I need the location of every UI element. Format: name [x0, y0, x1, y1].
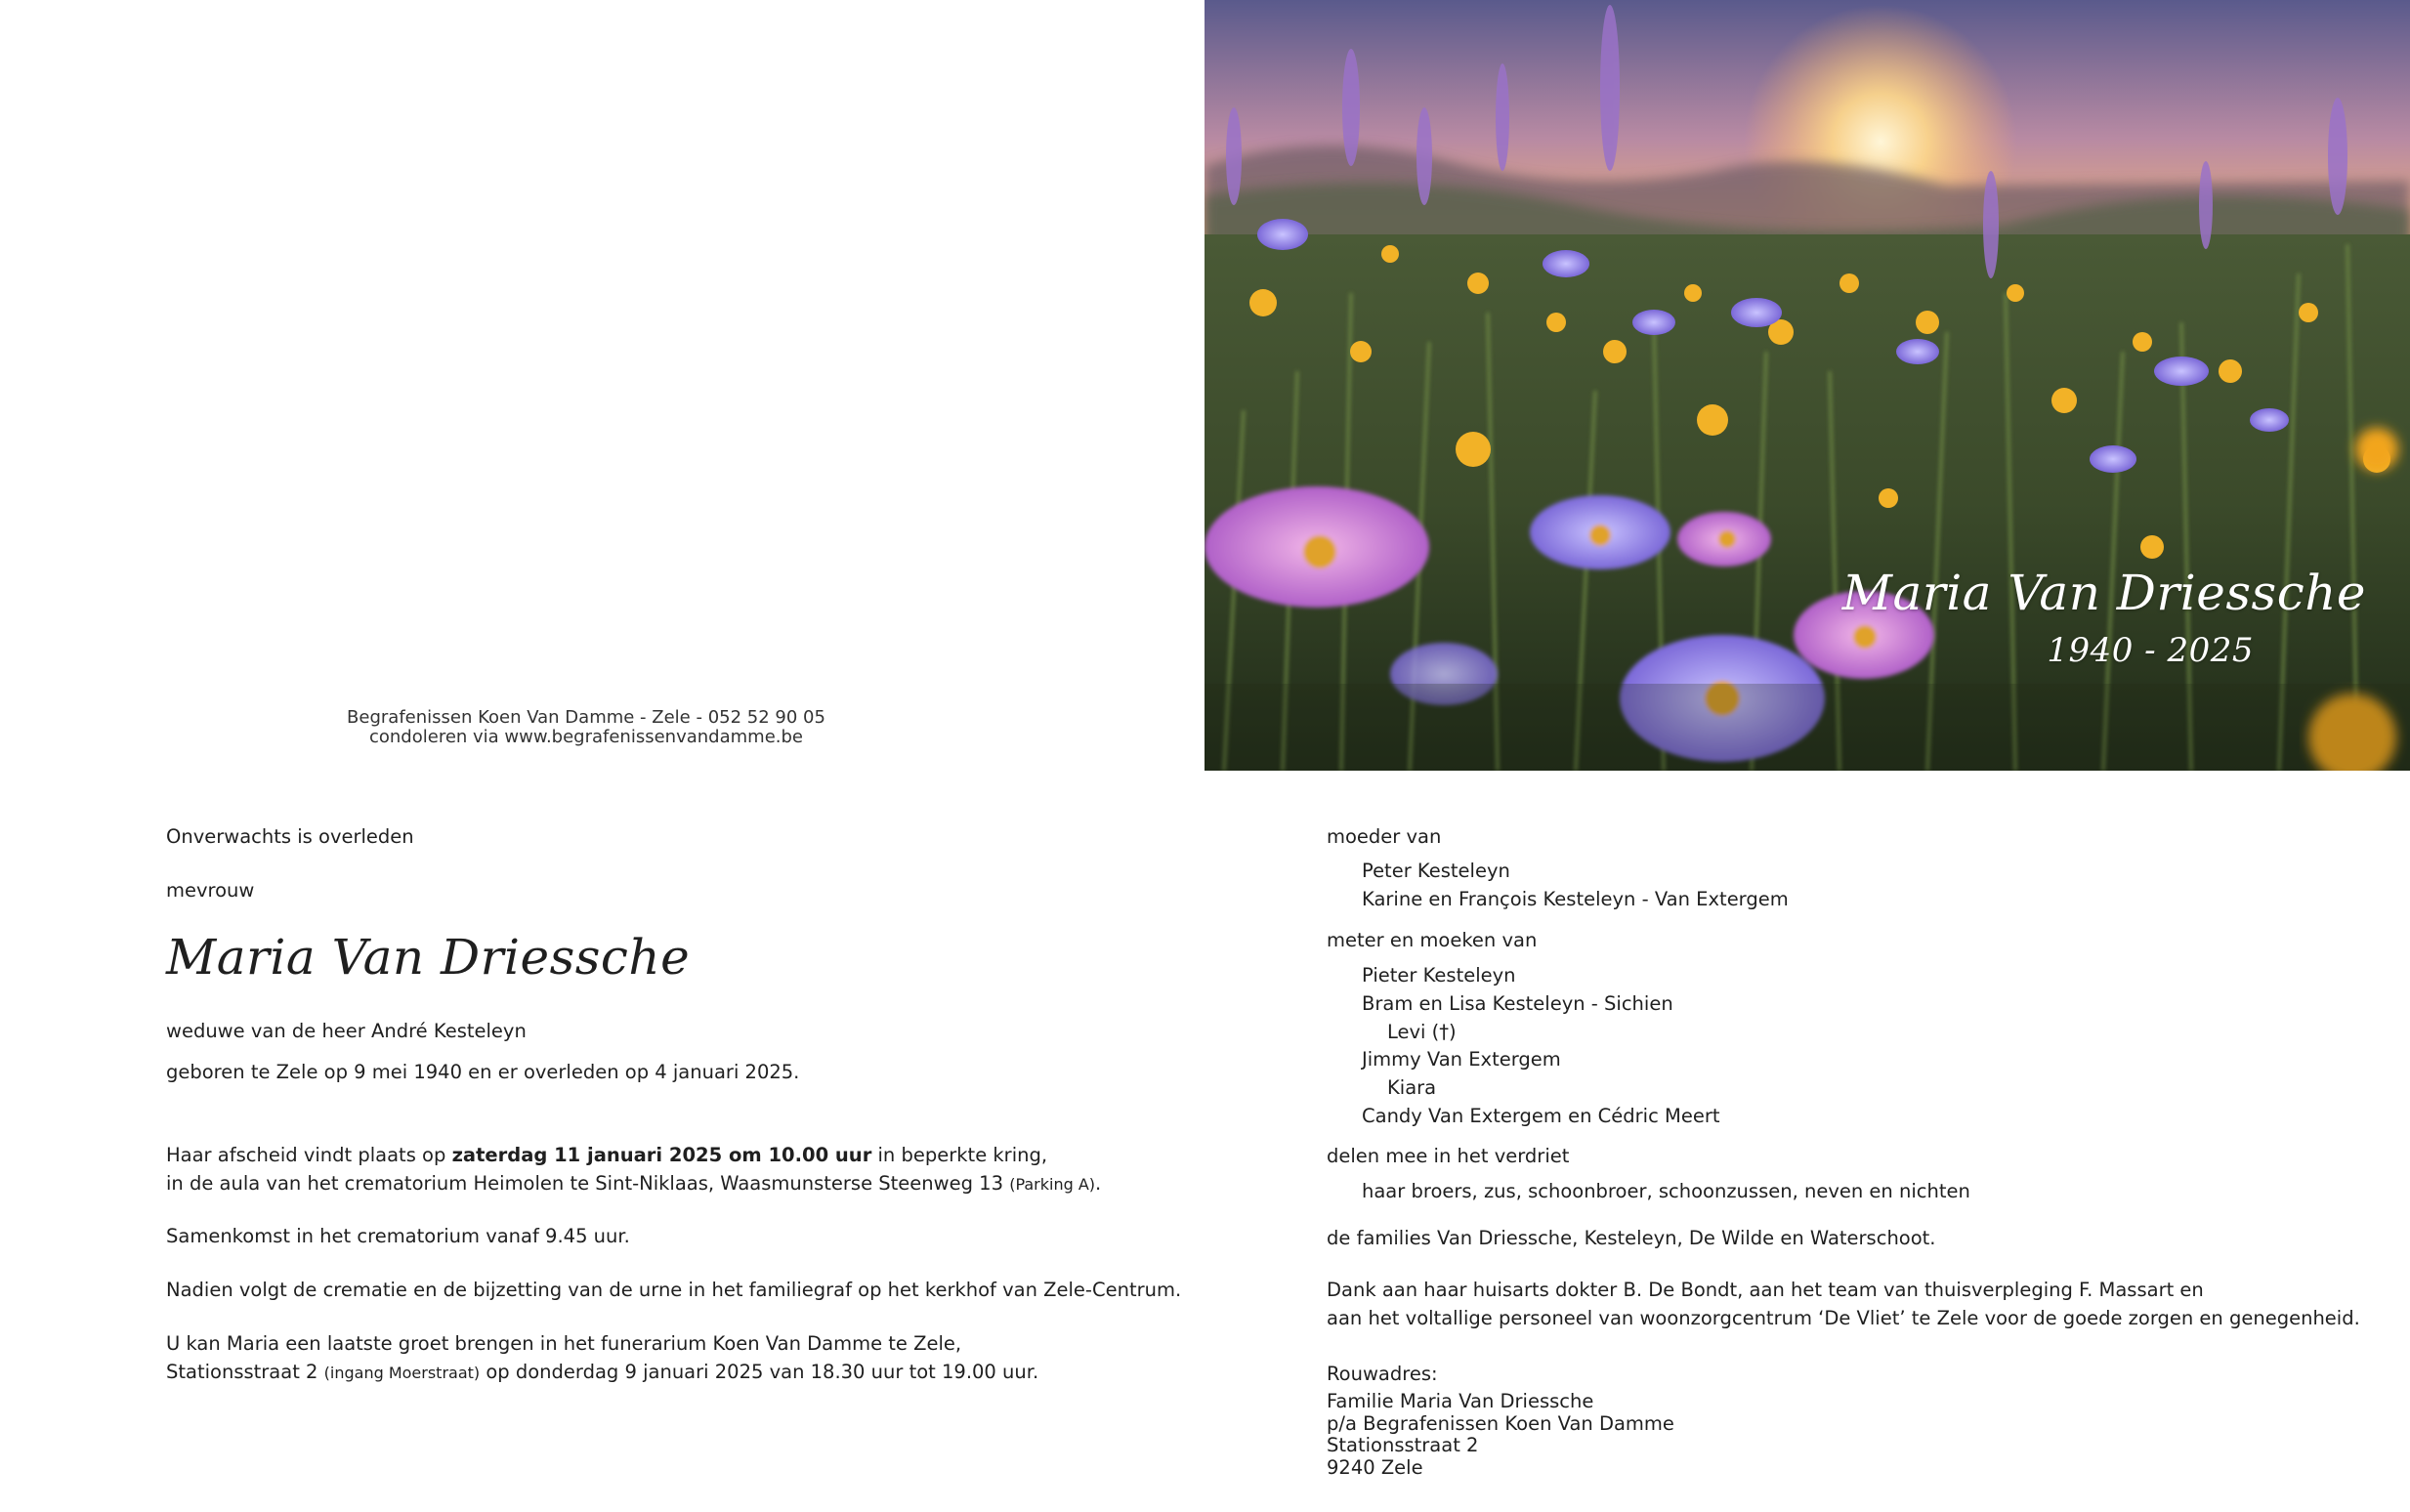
farewell-line [166, 1141, 1047, 1169]
location-text: in de aula van het crematorium Heimolen te Sint-Niklaas, Waasmunsterse Steenweg 13 [166, 1172, 1010, 1195]
thanks-line-1: Dank aan haar huisarts dokter B. De Bondt, aan het team van thuisverpleging F. Massart en [1327, 1279, 2204, 1301]
gathering-line: Samenkomst in het crematorium vanaf 9.45 uur. [166, 1225, 630, 1247]
address-line: Stationsstraat 2 [1327, 1434, 1479, 1456]
child-item: Karine en François Kesteleyn - Van Extergem [1362, 888, 1789, 910]
parking-note: (Parking A) [1009, 1175, 1096, 1194]
visit-line-1: U kan Maria een laatste groet brengen in het funerarium Koen Van Damme te Zele, [166, 1332, 962, 1355]
salutation: mevrouw [166, 879, 255, 902]
address-line: Familie Maria Van Driessche [1327, 1390, 1594, 1412]
mother-of-heading: moeder van [1327, 825, 1442, 848]
visit-time: op donderdag 9 januari 2025 van 18.30 uur tot 19.00 uur. [480, 1361, 1039, 1383]
visit-line-2 [166, 1358, 1038, 1387]
grandchild-item: Candy Van Extergem en Cédric Meert [1362, 1105, 1720, 1127]
location-end: . [1095, 1172, 1102, 1195]
birth-death-line: geboren te Zele op 9 mei 1940 en er overleden op 4 januari 2025. [166, 1061, 800, 1083]
entrance-note: (ingang Moerstraat) [323, 1364, 481, 1382]
farewell-pre: Haar afscheid vindt plaats op [166, 1144, 452, 1166]
farewell-post: in beperkte kring, [871, 1144, 1048, 1166]
grandchild-item: Jimmy Van Extergem [1362, 1048, 1561, 1071]
great-grandchild-item: Levi (†) [1387, 1021, 1457, 1043]
widow-line: weduwe van de heer André Kesteleyn [166, 1020, 527, 1042]
condolence-line: condoleren via www.begrafenissenvandamme.be [368, 727, 803, 747]
address-label: Rouwadres: [1327, 1363, 1438, 1385]
grandmother-of-heading: meter en moeken van [1327, 929, 1538, 951]
address-line: p/a Begrafenissen Koen Van Damme [1327, 1411, 1674, 1435]
photo-name-overlay: Maria Van Driessche [1841, 565, 2366, 621]
farewell-datetime: zaterdag 11 januari 2025 om 10.00 uur [451, 1144, 872, 1166]
deceased-name: Maria Van Driessche [166, 929, 691, 986]
grandchild-item: Bram en Lisa Kesteleyn - Sichien [1362, 992, 1673, 1015]
funeral-home-info [293, 708, 879, 747]
address-line: 9240 Zele [1327, 1455, 1423, 1479]
mourning-address [1327, 1391, 1674, 1479]
relatives-line: haar broers, zus, schoonbroer, schoonzussen, neven en nichten [1362, 1180, 1970, 1202]
grandchild-item: Pieter Kesteleyn [1362, 964, 1516, 987]
funeral-home-line: Begrafenissen Koen Van Damme - Zele - 052 52 90 05 [347, 707, 825, 728]
great-grandchild-item: Kiara [1387, 1076, 1437, 1099]
families-line: de families Van Driessche, Kesteleyn, De Wilde en Waterschoot. [1327, 1227, 1936, 1249]
visit-address: Stationsstraat 2 [166, 1361, 324, 1383]
child-item: Peter Kesteleyn [1362, 860, 1510, 882]
cremation-line: Nadien volgt de crematie en de bijzetting van de urne in het familiegraf op het kerkhof van Zele-Centrum. [166, 1279, 1182, 1301]
cover-photo [1205, 0, 2410, 771]
share-grief-heading: delen mee in het verdriet [1327, 1145, 1570, 1167]
location-line [166, 1169, 1101, 1198]
intro-text: Onverwachts is overleden [166, 825, 414, 848]
photo-years-overlay: 1940 - 2025 [2047, 631, 2254, 670]
thanks-line-2: aan het voltallige personeel van woonzorgcentrum ‘De Vliet’ te Zele voor de goede zorgen en genegenheid. [1327, 1307, 2360, 1329]
